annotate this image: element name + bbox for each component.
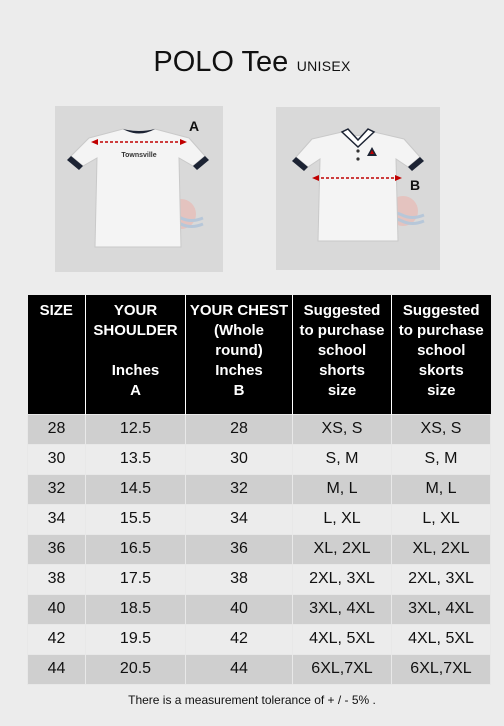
cell-chest: 40 bbox=[186, 594, 293, 624]
cell-chest: 42 bbox=[186, 624, 293, 654]
header-line bbox=[88, 341, 183, 361]
header-line: shorts bbox=[319, 362, 365, 379]
header-line: school bbox=[317, 342, 367, 359]
cell-chest: 36 bbox=[186, 534, 293, 564]
cell-chest: 28 bbox=[186, 414, 293, 444]
cell-skorts: 3XL, 4XL bbox=[392, 594, 491, 624]
cell-shorts: XL, 2XL bbox=[293, 534, 392, 564]
table-row bbox=[28, 414, 491, 444]
cell-chest: 44 bbox=[186, 654, 293, 684]
cell-shorts: 6XL,7XL bbox=[293, 654, 392, 684]
title-subtitle: UNISEX bbox=[296, 58, 351, 74]
cell-skorts: 2XL, 3XL bbox=[392, 564, 491, 594]
table-header-row bbox=[28, 295, 491, 414]
marker-a: A bbox=[189, 118, 200, 134]
cell-shorts: XS, S bbox=[293, 414, 392, 444]
tolerance-note: There is a measurement tolerance of + / - 5% . bbox=[128, 693, 376, 707]
header-line: A bbox=[130, 382, 141, 399]
cell-size: 42 bbox=[28, 624, 86, 654]
header-line: Suggested bbox=[402, 302, 480, 319]
header-line: SIZE bbox=[39, 302, 73, 319]
marker-b: B bbox=[410, 177, 421, 193]
header-line: to purchase bbox=[398, 322, 484, 339]
cell-shorts: 4XL, 5XL bbox=[293, 624, 392, 654]
header-skorts bbox=[392, 295, 491, 414]
cell-chest: 38 bbox=[186, 564, 293, 594]
header-line: Inches bbox=[215, 362, 263, 379]
table-row bbox=[28, 594, 491, 624]
table-row bbox=[28, 654, 491, 684]
table-body bbox=[28, 414, 491, 684]
cell-shoulder: 12.5 bbox=[86, 414, 186, 444]
cell-skorts: XL, 2XL bbox=[392, 534, 491, 564]
cell-skorts: S, M bbox=[392, 444, 491, 474]
cell-chest: 34 bbox=[186, 504, 293, 534]
header-line: school bbox=[417, 342, 466, 359]
cell-size: 44 bbox=[28, 654, 86, 684]
cell-skorts: M, L bbox=[392, 474, 491, 504]
header-line: size bbox=[327, 382, 357, 399]
page-title bbox=[0, 46, 504, 79]
header-line: to purchase bbox=[299, 322, 385, 339]
cell-shorts: L, XL bbox=[293, 504, 392, 534]
cell-size: 36 bbox=[28, 534, 86, 564]
title-main: POLO Tee bbox=[153, 46, 289, 78]
cell-shoulder: 15.5 bbox=[86, 504, 186, 534]
header-line: Suggested bbox=[303, 302, 381, 319]
cell-size: 38 bbox=[28, 564, 86, 594]
header-line: (Whole bbox=[214, 322, 264, 339]
cell-size: 40 bbox=[28, 594, 86, 624]
cell-skorts: 6XL,7XL bbox=[392, 654, 491, 684]
cell-shorts: S, M bbox=[293, 444, 392, 474]
header-shoulder bbox=[86, 295, 186, 414]
cell-size: 34 bbox=[28, 504, 86, 534]
cell-size: 30 bbox=[28, 444, 86, 474]
cell-shorts: 3XL, 4XL bbox=[293, 594, 392, 624]
header-size bbox=[28, 295, 86, 414]
cell-shoulder: 17.5 bbox=[86, 564, 186, 594]
cell-shoulder: 20.5 bbox=[86, 654, 186, 684]
cell-size: 32 bbox=[28, 474, 86, 504]
cell-size: 28 bbox=[28, 414, 86, 444]
cell-skorts: XS, S bbox=[392, 414, 491, 444]
shirt-print-text: Townsville bbox=[121, 152, 157, 159]
table-row bbox=[28, 534, 491, 564]
cell-chest: 30 bbox=[186, 444, 293, 474]
table-row bbox=[28, 504, 491, 534]
shirt-back-shape bbox=[71, 129, 205, 247]
header-line: round) bbox=[215, 342, 263, 359]
cell-shoulder: 16.5 bbox=[86, 534, 186, 564]
cell-shoulder: 13.5 bbox=[86, 444, 186, 474]
cell-shoulder: 14.5 bbox=[86, 474, 186, 504]
header-shorts bbox=[293, 295, 392, 414]
header-line: SHOULDER bbox=[93, 322, 178, 339]
table-row bbox=[28, 624, 491, 654]
cell-shorts: 2XL, 3XL bbox=[293, 564, 392, 594]
cell-skorts: 4XL, 5XL bbox=[392, 624, 491, 654]
cell-shorts: M, L bbox=[293, 474, 392, 504]
header-chest bbox=[186, 295, 293, 414]
header-line: B bbox=[233, 382, 245, 399]
cell-chest: 32 bbox=[186, 474, 293, 504]
cell-skorts: L, XL bbox=[392, 504, 491, 534]
header-line: Inches bbox=[111, 362, 160, 379]
table-row bbox=[28, 444, 491, 474]
header-line: YOUR CHEST bbox=[189, 302, 289, 319]
table-row bbox=[28, 474, 491, 504]
header-line: YOUR bbox=[113, 302, 158, 319]
header-line: size bbox=[427, 382, 456, 399]
cell-shoulder: 19.5 bbox=[86, 624, 186, 654]
header-line: skorts bbox=[418, 362, 464, 379]
size-chart-table bbox=[27, 295, 491, 685]
table-row bbox=[28, 564, 491, 594]
cell-shoulder: 18.5 bbox=[86, 594, 186, 624]
